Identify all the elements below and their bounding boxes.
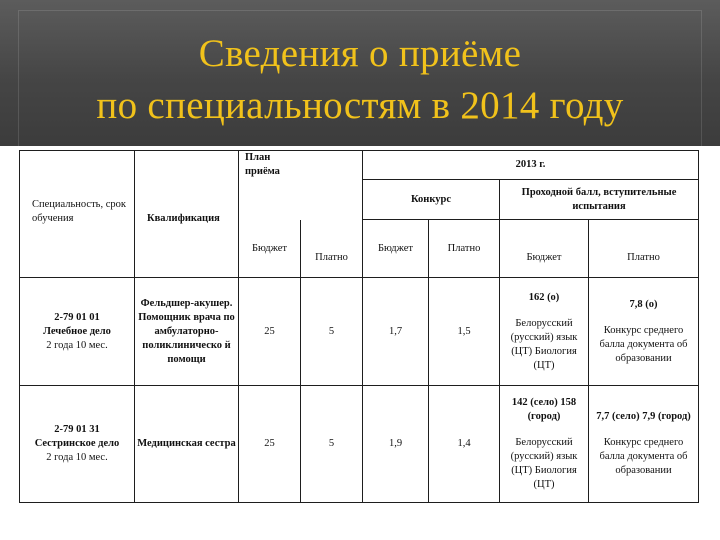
specialty-cell (20, 278, 135, 386)
header-plan-paid: Платно (301, 238, 363, 278)
admission-table (19, 150, 699, 503)
exam-paid-text: Конкурс среднего балла документа об образовании (599, 324, 688, 364)
score-paid-value: 7,8 (о) (629, 298, 658, 310)
plan-paid-cell: 5 (301, 386, 363, 503)
header-plan-budget: Бюджет (239, 238, 301, 278)
plan-budget-cell: 25 (239, 386, 301, 503)
header-corner-specialty-top (20, 151, 135, 180)
header-passing-score: Проходной балл, вступительные испытания (500, 180, 699, 220)
header-plan-mid-right (301, 180, 363, 220)
score-paid-value: 7,7 (село) 7,9 (город) (596, 411, 691, 422)
score-budget-value: 162 (о) (528, 291, 560, 303)
specialty-cell (20, 386, 135, 503)
exam-budget-text: Белорусский (русский) язык (ЦТ) Биология (ЦТ) (510, 317, 578, 371)
header-plan-label: План приёма (245, 152, 280, 177)
header-plan-budget-top (239, 220, 301, 238)
specialty-duration: 2 года 10 мес. (46, 339, 108, 351)
header-konkurs: Конкурс (363, 180, 500, 220)
konkurs-budget-cell: 1,9 (363, 386, 429, 503)
header-score-paid-top (589, 220, 699, 238)
plan-paid-cell: 5 (301, 278, 363, 386)
specialty-duration: 2 года 10 мес. (46, 452, 108, 463)
score-budget-cell (500, 386, 589, 503)
title-line-2: по специальностям в 2014 году (96, 84, 624, 127)
header-year: 2013 г. (363, 151, 699, 180)
table-row (20, 278, 699, 386)
slide-title (0, 28, 720, 132)
header-qualification (135, 213, 239, 278)
specialty-code: 2-79 01 01 (54, 311, 100, 323)
header-qualification-label: Квалификация (147, 213, 220, 224)
header-specialty-label: Специальность, срок обучения (32, 199, 126, 224)
header-konkurs-paid-top (429, 220, 500, 238)
header-konkurs-budget: Бюджет (363, 238, 429, 278)
header-score-paid: Платно (589, 238, 699, 278)
konkurs-paid-cell: 1,4 (429, 386, 500, 503)
header-plan (245, 151, 363, 180)
header-konkurs-budget-top (363, 220, 429, 238)
specialty-name: Сестринское дело (34, 438, 120, 449)
konkurs-budget-cell: 1,7 (363, 278, 429, 386)
qualification-cell: Медицинская сестра (135, 386, 239, 503)
plan-budget-cell: 25 (239, 278, 301, 386)
qualification-cell: Фельдшер-акушер. Помощник врача по амбулаторно-поликлиническо й помощи (135, 278, 239, 386)
table-row (20, 386, 699, 503)
header-plan-paid-top (301, 220, 363, 238)
header-konkurs-paid: Платно (429, 238, 500, 278)
score-budget-cell (500, 278, 589, 386)
header-corner-qualification-top (135, 151, 239, 180)
header-specialty (20, 199, 135, 278)
konkurs-paid-cell: 1,5 (429, 278, 500, 386)
score-paid-cell (589, 386, 699, 503)
exam-paid-text: Конкурс среднего балла документа об образовании (599, 437, 688, 476)
specialty-code: 2-79 01 31 (54, 424, 100, 435)
score-budget-value: 142 (село) 158 (город) (511, 397, 577, 422)
header-plan-mid-left (239, 180, 301, 220)
exam-budget-text: Белорусский (русский) язык (ЦТ) Биология (ЦТ) (510, 437, 578, 490)
score-paid-cell (589, 278, 699, 386)
specialty-name: Лечебное дело (43, 325, 111, 337)
title-line-1: Сведения о приёме (198, 32, 522, 75)
header-score-budget: Бюджет (500, 238, 589, 278)
header-score-budget-top (500, 220, 589, 238)
